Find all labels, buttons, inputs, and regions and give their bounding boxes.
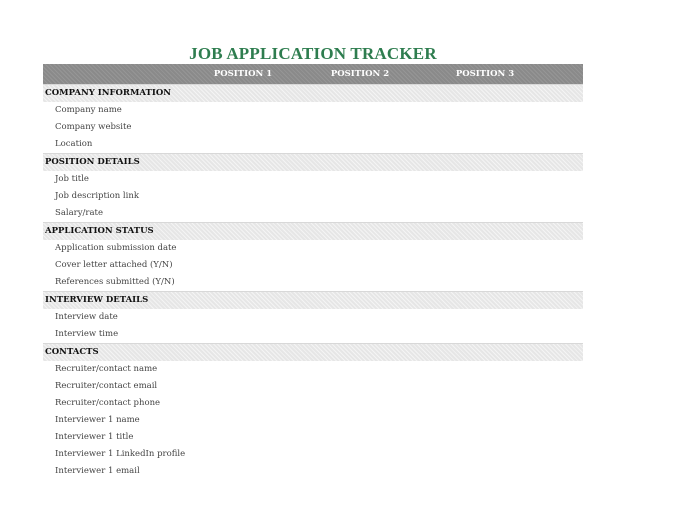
- row-label: Application submission date: [55, 243, 177, 253]
- row-label: References submitted (Y/N): [55, 277, 175, 287]
- section-heading-position-details: POSITION DETAILS: [43, 153, 583, 171]
- row-label: Recruiter/contact name: [55, 364, 158, 374]
- row-label: Job title: [55, 174, 89, 184]
- row-label: Cover letter attached (Y/N): [55, 260, 173, 270]
- column-header-position-3: POSITION 3: [455, 69, 515, 79]
- row-label: Company name: [55, 105, 122, 115]
- job-tracker-sheet: [43, 44, 583, 480]
- row-label: Company website: [55, 122, 132, 132]
- row-label: Job description link: [55, 191, 139, 201]
- row-label: Salary/rate: [55, 208, 103, 218]
- section-heading-contacts: CONTACTS: [43, 343, 583, 361]
- row-label: Interview date: [55, 312, 118, 322]
- row-label: Recruiter/contact email: [55, 381, 158, 391]
- row-label: Location: [55, 139, 93, 149]
- row-label: Interviewer 1 LinkedIn profile: [55, 449, 186, 459]
- page-title: JOB APPLICATION TRACKER: [189, 44, 437, 63]
- column-header-position-1: POSITION 1: [213, 69, 273, 79]
- section-heading-interview-details: INTERVIEW DETAILS: [43, 291, 583, 309]
- row-label: Interviewer 1 email: [55, 466, 140, 476]
- row-label: Interviewer 1 name: [55, 415, 140, 425]
- row-label: Interview time: [55, 329, 119, 339]
- row-label: Interviewer 1 title: [55, 432, 134, 442]
- column-header-row: [43, 64, 583, 84]
- row-label: Recruiter/contact phone: [55, 398, 161, 408]
- section-heading-company-information: COMPANY INFORMATION: [43, 84, 583, 102]
- column-header-position-2: POSITION 2: [330, 69, 390, 79]
- section-heading-application-status: APPLICATION STATUS: [43, 222, 583, 240]
